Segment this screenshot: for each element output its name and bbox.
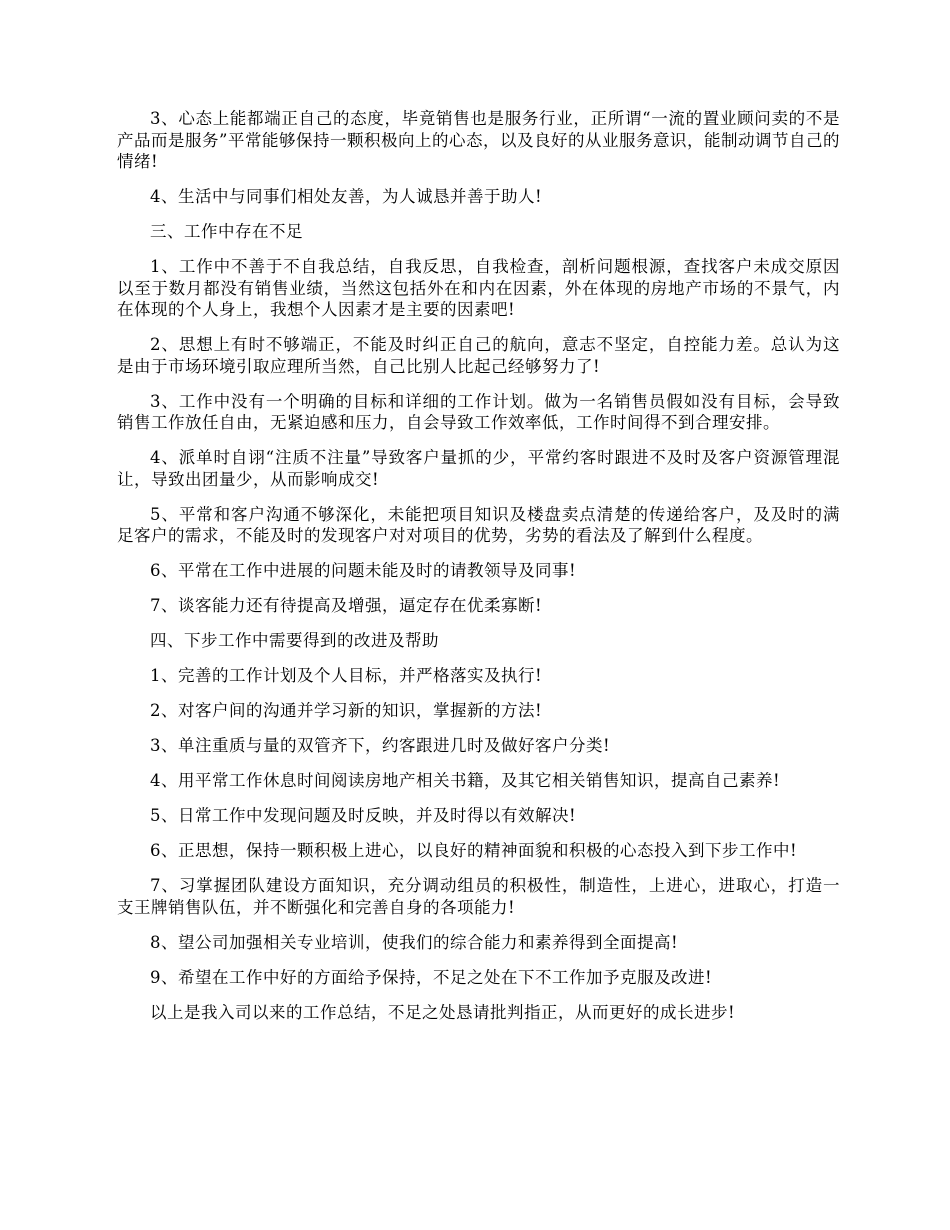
paragraph-conclusion: 以上是我入司以来的工作总结，不足之处恳请批判指正，从而更好的成长进步! (150, 1002, 736, 1022)
paragraph-improvement-7: 7、习掌握团队建设方面知识，充分调动组员的积极性，制造性，上进心，进取心，打造一支王牌销售队伍，并不断强化和完善自身的各项能力! (117, 876, 840, 917)
paragraph-shortcoming-3: 3、工作中没有一个明确的目标和详细的工作计划。做为一名销售员假如没有目标，会导致销售工作放任自由，无紧迫感和压力，自会导致工作效率低，工作时间得不到合理安排。 (117, 391, 840, 432)
paragraph-improvement-4: 4、用平常工作休息时间阅读房地产相关书籍，及其它相关销售知识，提高自己素养! (150, 771, 781, 790)
paragraph-sales-attitude: 3、心态上能都端正自己的态度，毕竟销售也是服务行业，正所谓“一流的置业顾问卖的不是产品而是服务”平常能够保持一颗积极向上的心态，以及良好的从业服务意识，能制动调节自己的情绪! (117, 109, 840, 171)
document-page (117, 108, 840, 1037)
paragraph-improvement-3: 3、单注重质与量的双管齐下，约客跟进几时及做好客户分类! (150, 736, 611, 755)
paragraph-improvement-8: 8、望公司加强相关专业培训，使我们的综合能力和素养得到全面提高! (150, 932, 679, 952)
paragraph-improvement-9: 9、希望在工作中好的方面给予保持，不足之处在下不工作加予克服及改进! (150, 967, 713, 987)
paragraph-shortcoming-4: 4、派单时自诩“注质不注量”导致客户量抓的少，平常约客时跟进不及时及客户资源管理混让，导致出团量少，从而影响成交! (117, 448, 840, 489)
paragraph-shortcoming-2: 2、思想上有时不够端正，不能及时纠正自己的航向，意志不坚定，自控能力差。总认为这是由于市场环境引取应理所当然，自己比别人比起己经够努力了! (117, 335, 840, 376)
paragraph-colleague-relations: 4、生活中与同事们相处友善，为人诚恳并善于助人! (150, 187, 543, 206)
paragraph-shortcoming-1: 1、工作中不善于不自我总结，自我反思，自我检查，剖析问题根源，查找客户未成交原因以至于数月都没有销售业绩，当然这包括外在和内在因素，外在体现的房地产市场的不景气，内在体现的个人身上，我想个人因素才是主要的因素吧! (117, 257, 840, 319)
paragraph-shortcoming-7: 7、谈客能力还有待提高及增强，逼定存在优柔寡断! (150, 596, 543, 615)
paragraph-improvement-5: 5、日常工作中发现问题及时反映，并及时得以有效解决! (150, 806, 577, 825)
paragraph-improvement-2: 2、对客户间的沟通并学习新的知识，掌握新的方法! (150, 701, 543, 720)
section-heading-shortcomings: 三、工作中存在不足 (150, 222, 303, 241)
paragraph-shortcoming-6: 6、平常在工作中进展的问题未能及时的请教领导及同事! (150, 561, 577, 580)
paragraph-improvement-6: 6、正思想，保持一颗积极上进心，以良好的精神面貌和积极的心态投入到下步工作中! (150, 841, 798, 860)
paragraph-improvement-1: 1、完善的工作计划及个人目标，并严格落实及执行! (150, 666, 543, 685)
paragraph-shortcoming-5: 5、平常和客户沟通不够深化，未能把项目知识及楼盘卖点清楚的传递给客户，及及时的满足客户的需求，不能及时的发现客户对对项目的优势，劣势的看法及了解到什么程度。 (117, 504, 840, 545)
section-heading-improvements: 四、下步工作中需要得到的改进及帮助 (150, 631, 439, 650)
